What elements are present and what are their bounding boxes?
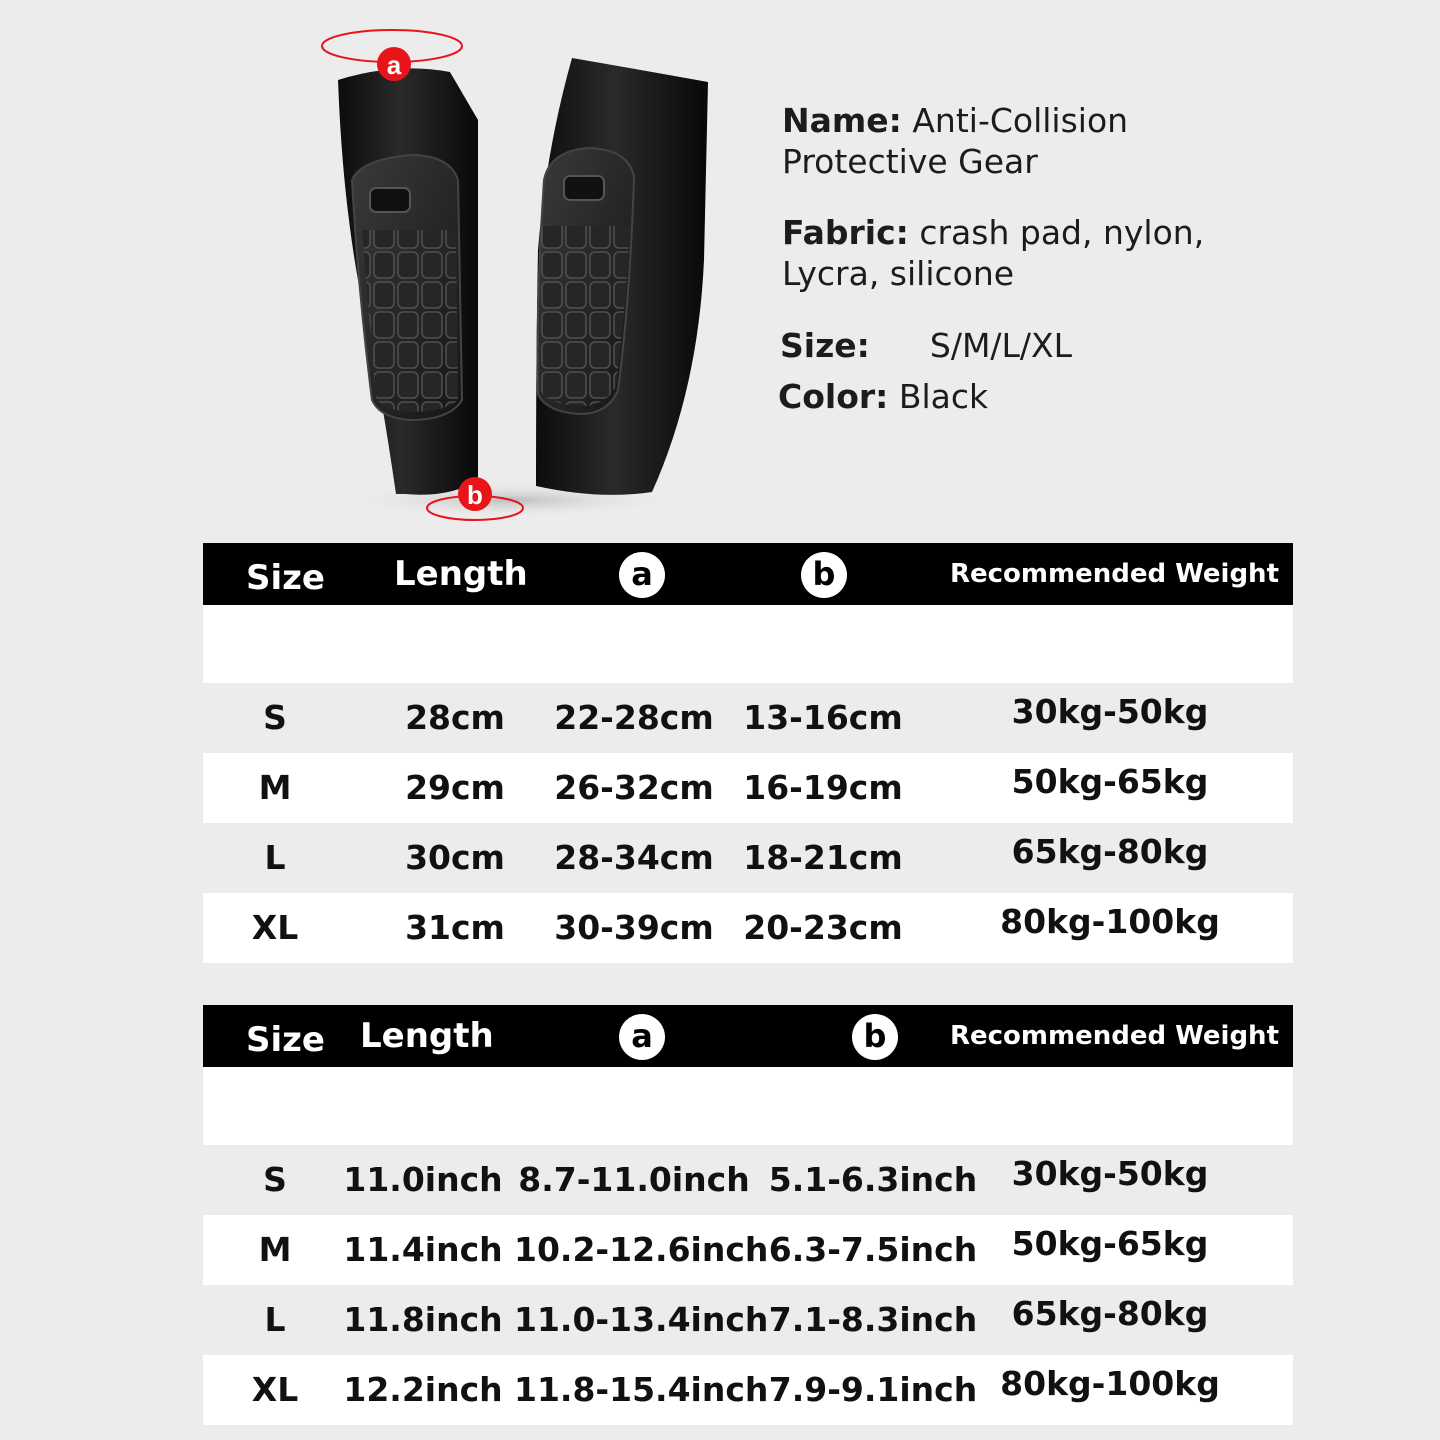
- spec-size-value: S/M/L/XL: [929, 326, 1073, 365]
- header-b-icon: b: [801, 552, 847, 598]
- header-size: Size: [246, 1020, 325, 1060]
- table-row: [203, 683, 1293, 753]
- cell-length: 11.8inch: [343, 1300, 503, 1339]
- spec-color: [778, 376, 988, 417]
- product-image-shin-guard-sleeves: [300, 10, 740, 530]
- cell-length: 12.2inch: [343, 1370, 503, 1409]
- header-b-icon: b: [852, 1014, 898, 1060]
- cell-size: S: [263, 1160, 287, 1199]
- spec-fabric-value-line1: crash pad, nylon,: [919, 213, 1205, 252]
- left-sleeve: [338, 68, 478, 494]
- spec-size-label: Size:: [780, 326, 870, 365]
- header-size: Size: [246, 558, 325, 598]
- cell-weight: 80kg-100kg: [1000, 1364, 1220, 1403]
- spec-name: [782, 100, 1262, 183]
- table-spacer-row: [203, 605, 1293, 683]
- cell-b: 7.9-9.1inch: [768, 1370, 978, 1409]
- cell-size: L: [264, 1300, 286, 1339]
- table-row: [203, 1215, 1293, 1285]
- spec-size: [780, 325, 1072, 366]
- cell-size: L: [264, 838, 286, 877]
- cell-length: 30cm: [405, 838, 505, 877]
- right-sleeve: [536, 58, 708, 495]
- header-a-icon: a: [619, 552, 665, 598]
- cell-length: 29cm: [405, 768, 505, 807]
- cell-b: 20-23cm: [743, 908, 903, 947]
- table-row: [203, 753, 1293, 823]
- cell-size: M: [258, 768, 292, 807]
- cell-a: 10.2-12.6inch: [514, 1230, 769, 1269]
- table-row: [203, 1145, 1293, 1215]
- cell-size: XL: [251, 908, 299, 947]
- table-row: [203, 893, 1293, 963]
- cell-weight: 30kg-50kg: [1011, 692, 1209, 731]
- cell-weight: 65kg-80kg: [1011, 1294, 1209, 1333]
- header-recommended-weight: Recommended Weight: [949, 559, 1279, 589]
- cell-b: 18-21cm: [743, 838, 903, 877]
- table-row: [203, 823, 1293, 893]
- header-length: Length: [360, 1016, 494, 1056]
- marker-b-label: b: [467, 480, 483, 510]
- spec-fabric-label: Fabric:: [782, 213, 909, 252]
- cell-weight: 50kg-65kg: [1011, 762, 1209, 801]
- cell-length: 31cm: [405, 908, 505, 947]
- spec-name-value-line1: Anti-Collision: [912, 101, 1129, 140]
- cell-a: 11.8-15.4inch: [514, 1370, 769, 1409]
- cell-a: 30-39cm: [554, 908, 714, 947]
- table-header: [203, 543, 1293, 605]
- table-spacer-row: [203, 1067, 1293, 1145]
- spec-name-label: Name:: [782, 101, 902, 140]
- size-table-cm: [203, 543, 1293, 963]
- cell-a: 28-34cm: [554, 838, 714, 877]
- cell-b: 13-16cm: [743, 698, 903, 737]
- spec-fabric: [782, 212, 1262, 295]
- cell-weight: 80kg-100kg: [1000, 902, 1220, 941]
- spec-name-value-line2: Protective Gear: [782, 142, 1038, 182]
- cell-length: 28cm: [405, 698, 505, 737]
- table-row: [203, 1285, 1293, 1355]
- cell-length: 11.0inch: [343, 1160, 503, 1199]
- cell-b: 6.3-7.5inch: [768, 1230, 978, 1269]
- spec-color-label: Color:: [778, 377, 889, 416]
- cell-a: 8.7-11.0inch: [518, 1160, 750, 1199]
- cell-size: S: [263, 698, 287, 737]
- cell-weight: 30kg-50kg: [1011, 1154, 1209, 1193]
- spec-fabric-value-line2: Lycra, silicone: [782, 254, 1015, 294]
- size-table-inch: [203, 1005, 1293, 1425]
- header-a-icon: a: [619, 1014, 665, 1060]
- cell-b: 5.1-6.3inch: [768, 1160, 978, 1199]
- cell-size: M: [258, 1230, 292, 1269]
- cell-weight: 50kg-65kg: [1011, 1224, 1209, 1263]
- cell-a: 26-32cm: [554, 768, 714, 807]
- header-recommended-weight: Recommended Weight: [949, 1021, 1279, 1051]
- table-row: [203, 1355, 1293, 1425]
- marker-a-label: a: [386, 50, 402, 80]
- cell-b: 7.1-8.3inch: [768, 1300, 978, 1339]
- spec-color-value: Black: [898, 377, 989, 416]
- cell-a: 11.0-13.4inch: [514, 1300, 769, 1339]
- cell-b: 16-19cm: [743, 768, 903, 807]
- cell-length: 11.4inch: [343, 1230, 503, 1269]
- header-length: Length: [394, 554, 528, 594]
- cell-size: XL: [251, 1370, 299, 1409]
- cell-weight: 65kg-80kg: [1011, 832, 1209, 871]
- table-header: [203, 1005, 1293, 1067]
- cell-a: 22-28cm: [554, 698, 714, 737]
